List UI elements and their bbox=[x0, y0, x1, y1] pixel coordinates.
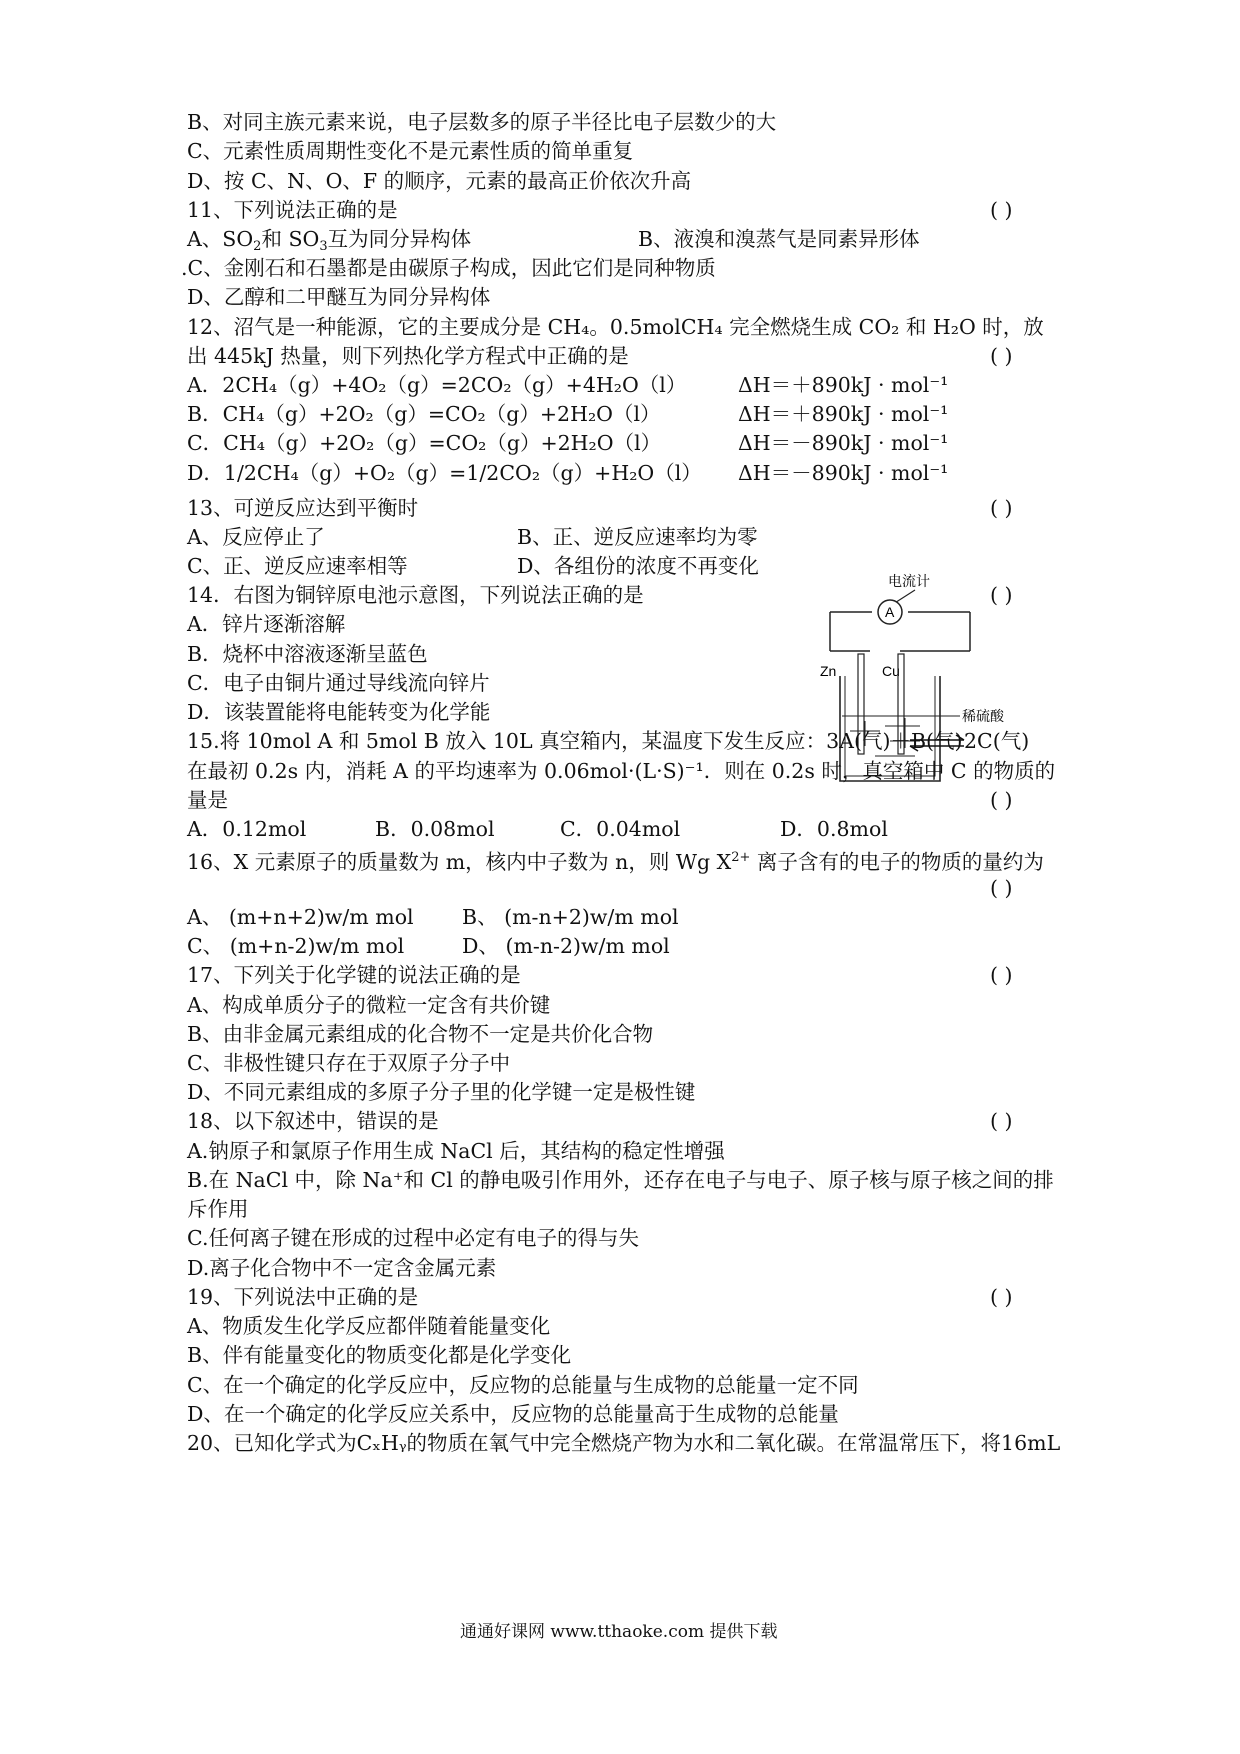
q14-option-c: C．电子由铜片通过导线流向锌片 bbox=[187, 671, 490, 695]
q11-option-c: .C、金刚石和石墨都是由碳原子构成，因此它们是同种物质 bbox=[181, 256, 716, 280]
q17-option-c: C、非极性键只存在于双原子分子中 bbox=[187, 1051, 511, 1075]
q19-option-c: C、在一个确定的化学反应中，反应物的总能量与生成物的总能量一定不同 bbox=[187, 1373, 859, 1397]
question-15-line-3: 量是 bbox=[187, 788, 228, 812]
q19-option-b: B、伴有能量变化的物质变化都是化学变化 bbox=[187, 1343, 572, 1367]
q15-option-a: A．0.12mol bbox=[187, 817, 307, 841]
q13-option-a: A、反应停止了 bbox=[187, 525, 325, 549]
question-15-line-1: 15.将 10mol A 和 5mol B 放入 10L 真空箱内，某温度下发生反应：3A(气)＋B(气) bbox=[187, 729, 963, 753]
ammeter-label: 电流计 bbox=[888, 573, 930, 589]
answer-blank-19: ( ) bbox=[990, 1285, 1013, 1309]
answer-blank-13: ( ) bbox=[990, 496, 1013, 520]
q14-option-a: A．锌片逐渐溶解 bbox=[187, 612, 346, 636]
q18-option-b-line-2: 斥作用 bbox=[187, 1197, 249, 1221]
ammeter-symbol: A bbox=[885, 604, 895, 620]
option-c: C、元素性质周期性变化不是元素性质的简单重复 bbox=[187, 139, 634, 163]
question-14: 14．右图为铜锌原电池示意图，下列说法正确的是 bbox=[187, 583, 644, 607]
answer-blank-15: ( ) bbox=[990, 788, 1013, 812]
q14-option-d: D．该装置能将电能转变为化学能 bbox=[187, 700, 491, 724]
answer-blank-18: ( ) bbox=[990, 1109, 1013, 1133]
q15-option-d: D．0.8mol bbox=[780, 817, 888, 841]
question-15-product: 2C(气) bbox=[964, 729, 1030, 753]
zinc-label: Zn bbox=[820, 663, 837, 679]
q13-option-c: C、正、逆反应速率相等 bbox=[187, 554, 408, 578]
option-d: D、按 C、N、O、F 的顺序，元素的最高正价依次升高 bbox=[187, 169, 692, 193]
q13-option-d: D、各组份的浓度不再变化 bbox=[517, 554, 759, 578]
q12-option-d-enthalpy: ΔH＝－890kJ · mol⁻¹ bbox=[738, 461, 949, 485]
q12-option-a-enthalpy: ΔH＝＋890kJ · mol⁻¹ bbox=[738, 373, 949, 397]
question-20: 20、已知化学式为CₓHᵧ的物质在氧气中完全燃烧产物为水和二氧化碳。在常温常压下，将16mL bbox=[187, 1431, 1061, 1455]
page-footer: 通通好课网 www.tthaoke.com 提供下载 bbox=[460, 1622, 778, 1642]
q11-option-a: A、$SO_2$和 $SO_3$互为同分异构体 bbox=[187, 227, 472, 254]
q12-option-d: D．1/2CH₄（g）+O₂（g）=1/2CO₂（g）+H₂O（l） bbox=[187, 461, 702, 485]
q16-option-c: C、 (m+n-2)w/m mol bbox=[187, 934, 405, 958]
answer-blank-17: ( ) bbox=[990, 963, 1013, 987]
copper-label: Cu bbox=[882, 663, 900, 679]
q12-option-b-enthalpy: ΔH＝＋890kJ · mol⁻¹ bbox=[738, 402, 949, 426]
q11-option-d: D、乙醇和二甲醚互为同分异构体 bbox=[187, 285, 491, 309]
acid-label: 稀硫酸 bbox=[962, 708, 1004, 724]
q18-option-b-line-1: B.在 NaCl 中，除 Na⁺和 Cl 的静电吸引作用外，还存在电子与电子、原子核与原子核之间的排 bbox=[187, 1168, 1054, 1192]
q17-option-a: A、构成单质分子的微粒一定含有共价键 bbox=[187, 993, 551, 1017]
q16-option-b: B、 (m-n+2)w/m mol bbox=[462, 905, 679, 929]
q12-option-b: B．CH₄（g）+2O₂（g）=CO₂（g）+2H₂O（l） bbox=[187, 402, 661, 426]
q11-option-b: B、液溴和溴蒸气是同素异形体 bbox=[638, 227, 920, 251]
question-17: 17、下列关于化学键的说法正确的是 bbox=[187, 963, 521, 987]
question-15-line-2: 在最初 0.2s 内，消耗 A 的平均速率为 0.06mol·(L·S)⁻¹．则在 0.2s 时，真空箱中 C 的物质的 bbox=[187, 759, 1056, 783]
q18-option-a: A.钠原子和氯原子作用生成 NaCl 后，其结构的稳定性增强 bbox=[187, 1139, 725, 1163]
q16-option-a: A、 (m+n+2)w/m mol bbox=[187, 905, 414, 929]
answer-blank-16: ( ) bbox=[990, 876, 1013, 900]
q18-option-d: D.离子化合物中不一定含金属元素 bbox=[187, 1256, 497, 1280]
q12-option-c-enthalpy: ΔH＝－890kJ · mol⁻¹ bbox=[738, 431, 949, 455]
q19-option-d: D、在一个确定的化学反应关系中，反应物的总能量高于生成物的总能量 bbox=[187, 1402, 839, 1426]
answer-blank-12: ( ) bbox=[990, 344, 1013, 368]
question-13: 13、可逆反应达到平衡时 bbox=[187, 496, 419, 520]
q15-option-c: C．0.04mol bbox=[560, 817, 681, 841]
q16-option-d: D、 (m-n-2)w/m mol bbox=[462, 934, 670, 958]
q12-option-a: A．2CH₄（g）+4O₂（g）=2CO₂（g）+4H₂O（l） bbox=[187, 373, 687, 397]
question-11: 11、下列说法正确的是 bbox=[187, 198, 398, 222]
question-18: 18、以下叙述中，错误的是 bbox=[187, 1109, 439, 1133]
question-12-line-2: 出 445kJ 热量，则下列热化学方程式中正确的是 bbox=[187, 344, 629, 368]
reversible-arrow-icon bbox=[908, 733, 968, 753]
q14-option-b: B．烧杯中溶液逐渐呈蓝色 bbox=[187, 642, 428, 666]
question-16: 16、X 元素原子的质量数为 m，核内中子数为 n，则 Wg $X^{2+}$ 离子含有的电子的物质的量约为 bbox=[187, 850, 1044, 874]
q13-option-b: B、正、逆反应速率均为零 bbox=[517, 525, 758, 549]
q15-option-b: B．0.08mol bbox=[375, 817, 495, 841]
q19-option-a: A、物质发生化学反应都伴随着能量变化 bbox=[187, 1314, 551, 1338]
q17-option-b: B、由非金属元素组成的化合物不一定是共价化合物 bbox=[187, 1022, 654, 1046]
answer-blank-14: ( ) bbox=[990, 583, 1013, 607]
option-b: B、对同主族元素来说，电子层数多的原子半径比电子层数少的大 bbox=[187, 110, 777, 134]
q12-option-c: C．CH₄（g）+2O₂（g）=CO₂（g）+2H₂O（l） bbox=[187, 431, 662, 455]
q17-option-d: D、不同元素组成的多原子分子里的化学键一定是极性键 bbox=[187, 1080, 696, 1104]
question-12-line-1: 12、沼气是一种能源，它的主要成分是 CH₄。0.5molCH₄ 完全燃烧生成 CO₂ 和 H₂O 时，放 bbox=[187, 315, 1044, 339]
q18-option-c: C.任何离子键在形成的过程中必定有电子的得与失 bbox=[187, 1226, 639, 1250]
question-19: 19、下列说法中正确的是 bbox=[187, 1285, 419, 1309]
answer-blank-11: ( ) bbox=[990, 198, 1013, 222]
